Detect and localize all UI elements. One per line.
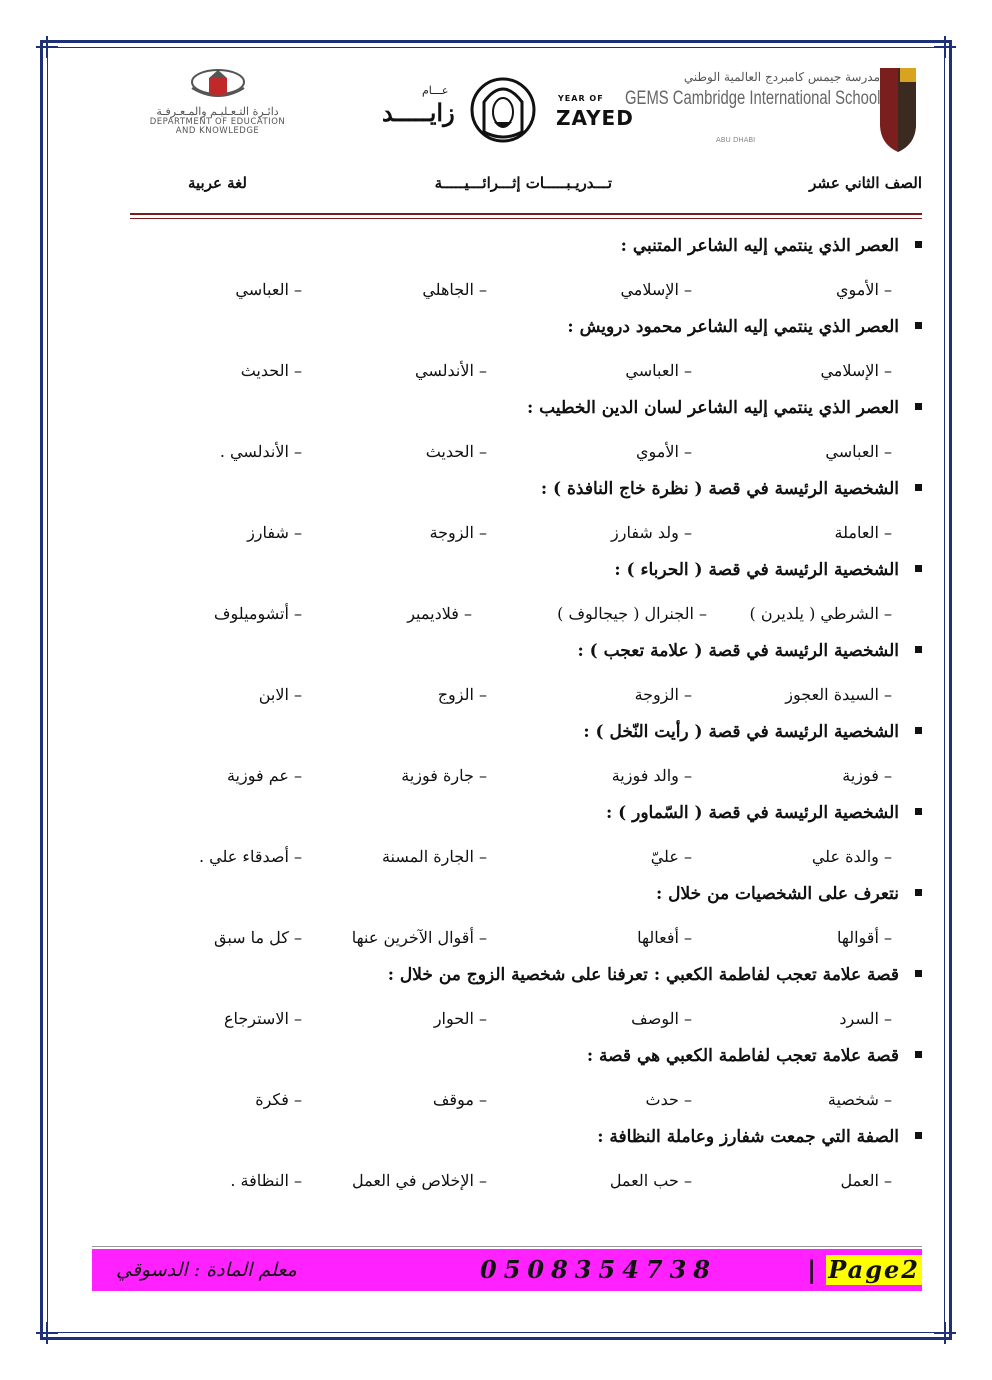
answer-option: – شفارز: [247, 523, 302, 542]
zayed-year-ar: عـــام: [422, 84, 449, 97]
department-logo: [85, 68, 350, 136]
bullet-icon: [915, 403, 922, 410]
year-of-zayed-logo: [380, 72, 635, 152]
question-text: العصر الذي ينتمي إليه الشاعر محمود درويش :: [567, 317, 899, 337]
bullet-icon: [915, 322, 922, 329]
corner-ornament: [36, 36, 58, 58]
gems-name-en: GEMS Cambridge International School: [624, 88, 880, 109]
question: [621, 236, 922, 256]
answer-option: – حب العمل: [610, 1171, 692, 1190]
answer-option: – العباسي: [235, 280, 302, 299]
answer-option: – جارة فوزية: [401, 766, 487, 785]
title-row: [130, 172, 922, 200]
worksheet-title: تـــدريـبـــــات إثـــرائـــيـــــة: [434, 174, 612, 192]
gems-name-ar: مدرسة جيمس كامبردج العالمية الوطني: [683, 70, 880, 84]
answer-option: – موقف: [433, 1090, 487, 1109]
answer-option: – والدة علي: [812, 847, 892, 866]
bullet-icon: [915, 646, 922, 653]
dept-name-en-2: AND KNOWLEDGE: [175, 126, 260, 136]
corner-ornament: [934, 1322, 956, 1344]
answer-option: – السيدة العجوز: [785, 685, 892, 704]
question-text: الشخصية الرئيسة في قصة ( الحرباء ) :: [614, 560, 899, 580]
answer-option: – حدث: [646, 1090, 692, 1109]
question-text: قصة علامة تعجب لفاطمة الكعبي هي قصة :: [586, 1046, 899, 1066]
answer-option: – الزوج: [438, 685, 487, 704]
bullet-icon: [915, 808, 922, 815]
answer-option: – عم فوزية: [227, 766, 302, 785]
dept-name-ar: دائـرة التـعـليـم والمـعـرفـة: [156, 105, 279, 118]
question-text: نتعرف على الشخصيات من خلال :: [655, 884, 899, 904]
answer-option: – الإخلاص في العمل: [352, 1171, 487, 1190]
answer-option: – أقوالها: [837, 928, 892, 947]
answer-option: – عليّ: [651, 847, 692, 866]
answer-option: – الجاهلي: [422, 280, 487, 299]
answer-option: – الإسلامي: [620, 280, 692, 299]
answer-option: – الوصف: [631, 1009, 692, 1028]
answer-option: – أقوال الآخرين عنها: [352, 928, 487, 947]
question-text: الشخصية الرئيسة في قصة ( رأيت النّخل ) :: [583, 722, 899, 742]
falcon-emblem-icon: [187, 68, 249, 104]
bullet-icon: [915, 565, 922, 572]
answer-option: – أصدقاء علي .: [199, 847, 302, 866]
question-text: العصر الذي ينتمي إليه الشاعر المتنبي :: [620, 236, 899, 256]
teacher-name: معلم المادة : الدسوقي: [116, 1259, 297, 1281]
answer-option: – الحوار: [434, 1009, 487, 1028]
answer-option: – الزوجة: [635, 685, 692, 704]
answer-option: – الزوجة: [430, 523, 487, 542]
answer-option: – الجارة المسنة: [382, 847, 487, 866]
answer-option: – كل ما سبق: [214, 928, 302, 947]
answer-option: – العباسي: [825, 442, 892, 461]
zayed-name-en: ZAYED: [556, 106, 634, 130]
answer-option: – العاملة: [835, 523, 892, 542]
teacher-phone: 0508354738: [480, 1255, 717, 1284]
answer-option: – فكرة: [255, 1090, 302, 1109]
question: [577, 641, 922, 661]
answer-option: – الحديث: [426, 442, 487, 461]
question-text: العصر الذي ينتمي إليه الشاعر لسان الدين الخطيب :: [526, 398, 899, 418]
question-text: الشخصية الرئيسة في قصة ( نظرة خاج النافذة ) :: [540, 479, 899, 499]
footer-rule: [92, 1246, 922, 1247]
answer-option: – الشرطي ( يلديرن ): [749, 604, 892, 623]
bullet-icon: [915, 241, 922, 248]
answer-option: – والد فوزية: [612, 766, 692, 785]
question: [527, 398, 922, 418]
question: [614, 560, 922, 580]
answer-option: – فوزية: [842, 766, 892, 785]
answer-option: – الأموي: [636, 442, 692, 461]
question: [567, 317, 922, 337]
answer-option: – أتشوميلوف: [214, 604, 302, 623]
grade-label: الصف الثاني عشر: [809, 174, 922, 192]
answer-option: – الابن: [259, 685, 302, 704]
zayed-name-ar: زايـــــد: [382, 98, 455, 127]
answer-option: – النظافة .: [230, 1171, 302, 1190]
answer-option: – ولد شفارز: [611, 523, 692, 542]
subject-label: لغة عربية: [187, 174, 247, 192]
question: [606, 803, 922, 823]
gems-shield-icon: [878, 64, 918, 154]
corner-ornament: [36, 1322, 58, 1344]
footer-separator: |: [807, 1255, 816, 1284]
answer-option: – الأندلسي .: [220, 442, 302, 461]
bullet-icon: [915, 484, 922, 491]
answer-option: – السرد: [839, 1009, 892, 1028]
dept-name-en-1: DEPARTMENT OF EDUCATION: [149, 117, 286, 127]
bullet-icon: [915, 1132, 922, 1139]
title-rule-thin: [130, 218, 922, 219]
question: [656, 884, 922, 904]
bullet-icon: [915, 970, 922, 977]
bullet-icon: [915, 889, 922, 896]
answer-option: – الأموي: [836, 280, 892, 299]
zayed-year-of-en: YEAR OF: [558, 94, 604, 103]
answer-option: – العمل: [841, 1171, 893, 1190]
answer-option: – فلاديمير: [407, 604, 472, 623]
answer-option: – أفعالها: [637, 928, 692, 947]
question: [583, 722, 922, 742]
question-text: قصة علامة تعجب لفاطمة الكعبي : تعرفنا على شخصية الزوج من خلال :: [387, 965, 899, 985]
page-number: 2: [901, 1255, 920, 1284]
corner-ornament: [934, 36, 956, 58]
title-rule: [130, 213, 922, 215]
question: [597, 1127, 922, 1147]
bullet-icon: [915, 727, 922, 734]
answer-option: – شخصية: [828, 1090, 892, 1109]
bullet-icon: [915, 1051, 922, 1058]
page-indicator: [826, 1255, 922, 1285]
answer-option: – الإسلامي: [820, 361, 892, 380]
answer-option: – الأندلسي: [415, 361, 487, 380]
question-text: الشخصية الرئيسة في قصة ( السّماور ) :: [605, 803, 899, 823]
answer-option: – العباسي: [625, 361, 692, 380]
answer-option: – الاسترجاع: [224, 1009, 302, 1028]
footer-bar: [92, 1249, 922, 1291]
question-text: الشخصية الرئيسة في قصة ( علامة تعجب ) :: [577, 641, 899, 661]
page-label: Page: [828, 1255, 902, 1284]
question: [587, 1046, 922, 1066]
answer-option: – الحديث: [241, 361, 302, 380]
gems-city: ABU DHABI: [716, 136, 756, 144]
gems-school-logo: [624, 62, 920, 154]
question: [541, 479, 922, 499]
zayed-portrait-icon: [470, 72, 536, 148]
answer-option: – الجنرال ( جيجالوف ): [557, 604, 707, 623]
question: [388, 965, 922, 985]
question-text: الصفة التي جمعت شفارز وعاملة النظافة :: [597, 1127, 899, 1147]
